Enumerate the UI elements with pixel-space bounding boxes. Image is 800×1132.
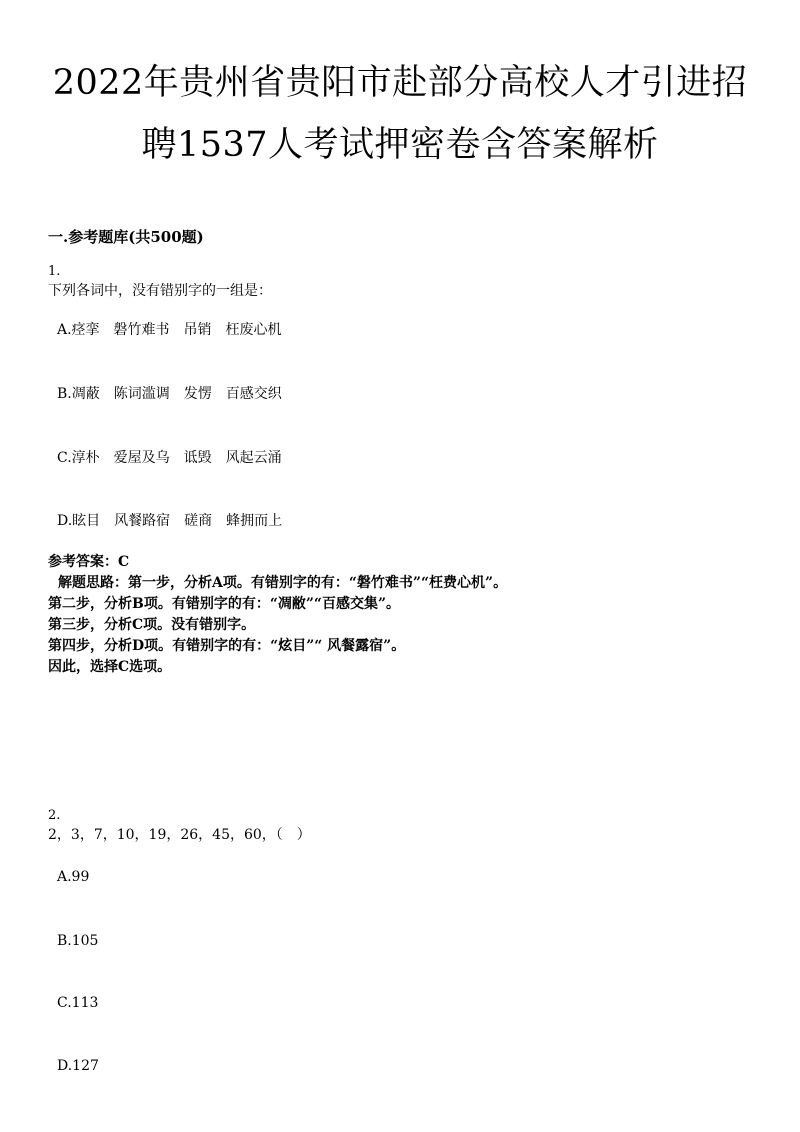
analysis-line: 因此，选择C选项。: [48, 659, 172, 675]
question-number: 2.: [48, 808, 61, 823]
question-stem: 2，3，7，10，19，26，45，60，（ ）: [48, 827, 311, 843]
option-a: A.99: [57, 869, 90, 885]
analysis-line: 第三步，分析C项。没有错别字。: [48, 617, 256, 633]
question-stem: 下列各词中，没有错别字的一组是：: [48, 283, 272, 299]
option-d: D.眩目 风餐路宿 磋商 蜂拥而上: [57, 513, 283, 529]
option-c: C.113: [57, 995, 99, 1011]
option-d: D.127: [57, 1058, 99, 1074]
section-heading: 一.参考题库(共500题): [48, 228, 204, 246]
question-number: 1.: [48, 264, 61, 279]
analysis-line: 第四步，分析D项。有错别字的有：“炫目”“ 风餐露宿”。: [48, 638, 406, 654]
answer-label: 参考答案：C: [48, 554, 130, 570]
analysis-line: 第二步，分析B项。有错别字的有：“凋敝”“百感交集”。: [48, 596, 401, 612]
page-title-line-1: 2022年贵州省贵阳市赴部分高校人才引进招: [52, 63, 748, 103]
option-b: B.105: [57, 933, 99, 949]
option-a: A.痉挛 磐竹难书 吊销 枉废心机: [57, 322, 282, 338]
analysis-line: 解题思路：第一步，分析A项。有错别字的有：“磐竹难书”“枉费心机”。: [58, 575, 508, 591]
page-title-line-2: 聘1537人考试押密卷含答案解析: [141, 125, 659, 165]
option-c: C.淳朴 爱屋及乌 诋毁 风起云涌: [57, 450, 282, 466]
option-b: B.凋蔽 陈词滥调 发愣 百感交织: [57, 386, 282, 402]
